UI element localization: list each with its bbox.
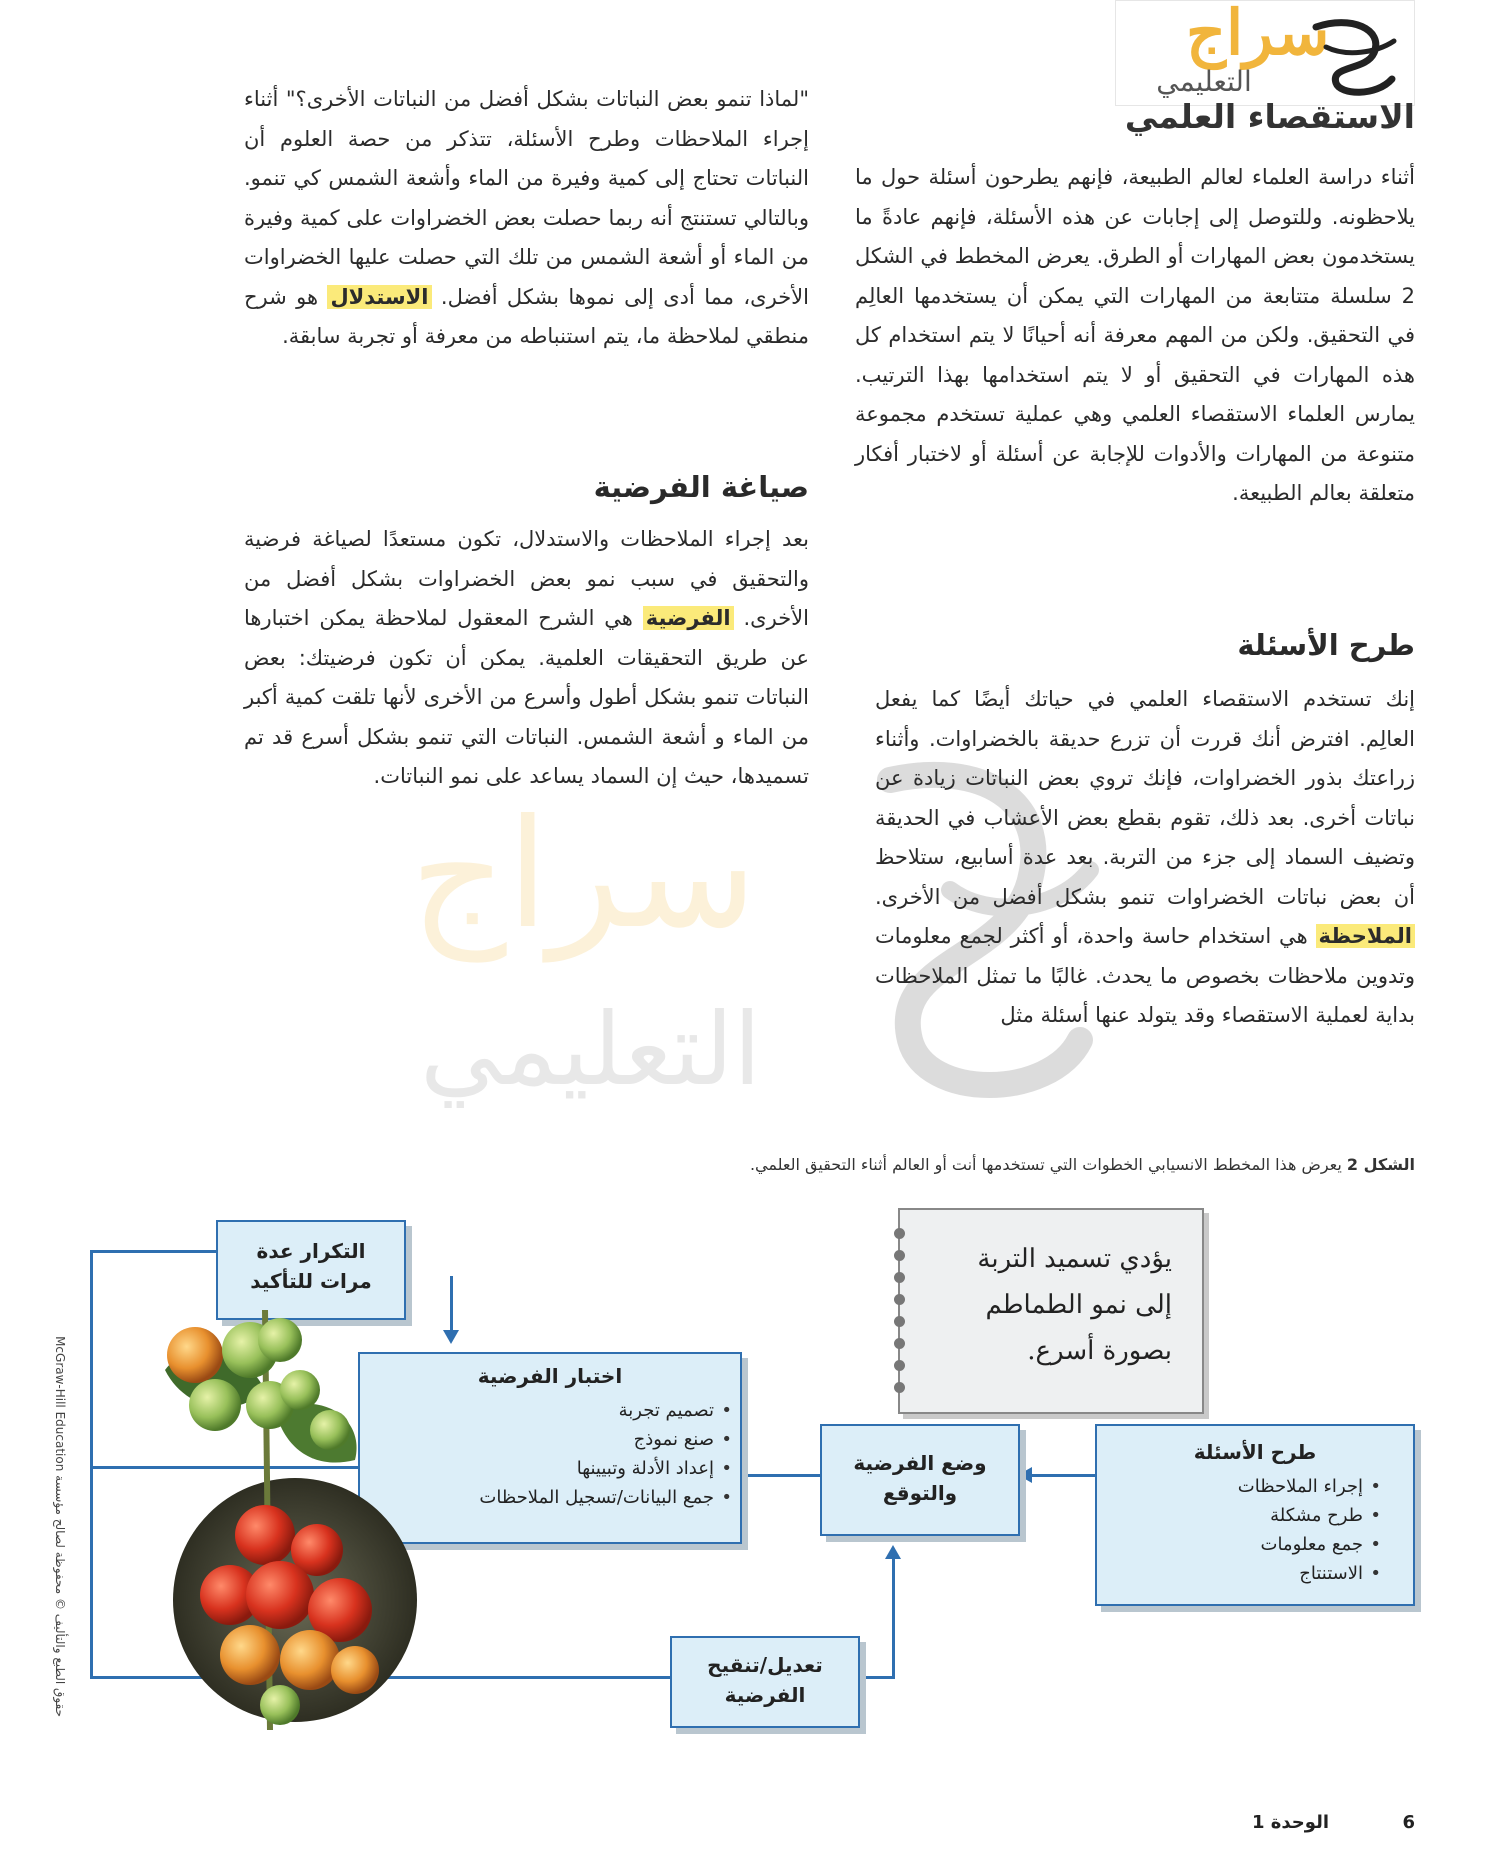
section-heading-hypothesis: صياغة الفرضية: [593, 470, 809, 504]
observation-text-after: هي استخدام حاسة واحدة، أو أكثر لجمع معلومات وتدوين ملاحظات بخصوص ما يحدث. غالبًا ما تمثل الملاحظات بداية لعملية الاستقصاء وقد يتولد عنها أسئلة مثل: [875, 924, 1415, 1027]
tomato-plant-image: [155, 1310, 420, 1740]
box-test-item-2: • صنع نموذج: [360, 1425, 714, 1454]
box-form-hypothesis: [820, 1424, 1020, 1536]
notebook-ring-icon: [894, 1316, 905, 1327]
notebook-ring-icon: [894, 1360, 905, 1371]
arrow-into-hypothesis: [1018, 1467, 1032, 1483]
notebook-ring-icon: [894, 1272, 905, 1283]
left-column-paragraph-1: [244, 80, 809, 357]
connector-revise-right: [858, 1676, 894, 1679]
box-ask-questions: [1095, 1424, 1415, 1606]
box-questions-title: طرح الأسئلة: [1193, 1440, 1317, 1464]
connector-revise-up: [892, 1556, 895, 1679]
box-questions-item-4: • الاستنتاج: [1097, 1559, 1363, 1588]
section-heading-asking-questions: طرح الأسئلة: [1237, 628, 1415, 662]
hypothesis-text-after: هي الشرح المعقول لملاحظة يمكن اختبارها عن طريق التحقيقات العلمية. يمكن أن تكون فرضيتك: بعض النباتات تنمو بشكل أطول وأسرع من الأخرى لأنها تلقت كمية أكبر من الماء و أشعة الشمس. النباتات التي تنمو بشكل أسرع قد تم تسميدها، حيث إن السماد يساعد على نمو النباتات.: [244, 606, 809, 788]
notebook-ring-icon: [894, 1294, 905, 1305]
notebook-ring-icon: [894, 1338, 905, 1349]
notebook-ring-icon: [894, 1228, 905, 1239]
notebook-ring-icon: [894, 1382, 905, 1393]
box-repeat: [216, 1220, 406, 1320]
copyright-credit: حقوق الطبع والتأليف © محفوظة لصالح مؤسسة McGraw-Hill Education: [53, 1336, 67, 1717]
box-hypothesis-title: وضع الفرضية والتوقع: [853, 1451, 987, 1505]
watermark-logo-text: سراج: [410, 788, 757, 962]
box-test-item-3: • إعداد الأدلة وتبيينها: [360, 1454, 714, 1483]
intro-paragraph: أثناء دراسة العلماء لعالم الطبيعة، فإنهم يطرحون أسئلة حول ما يلاحظونه. وللتوصل إلى إجابات عن هذه الأسئلة، فإنهم عادةً ما يستخدمون بعض المهارات أو الطرق. يعرض المخطط في الشكل 2 سلسلة متتابعة من المهارات التي يمكن أن يستخدمها العالِم في التحقيق. ولكن من المهم معرفة أنه أحيانًا لا يتم استخدام كل هذه المهارات في التحقيق أو لا يتم استخدامها بهذا الترتيب. يمارس العلماء الاستقصاء العلمي وهي عملية تستخدم مجموعة متنوعة من المهارات والأدوات للإجابة عن أسئلة أو لاختبار أفكار متعلقة بعالم الطبيعة.: [855, 165, 1415, 505]
logo-name: سراج: [1186, 0, 1330, 69]
box-test-title: اختبار الفرضية: [477, 1364, 623, 1388]
box-questions-item-1: • إجراء الملاحظات: [1097, 1472, 1363, 1501]
term-observation: الملاحظة: [1316, 924, 1415, 948]
figure-caption: [415, 1155, 1415, 1174]
arrow-into-test-box: [443, 1330, 459, 1344]
right-column-paragraph-1: [855, 158, 1415, 514]
figure-caption-text: يعرض هذا المخطط الانسيابي الخطوات التي تستخدمها أنت أو العالم أثناء التحقيق العلمي.: [749, 1155, 1342, 1174]
notebook-ring-icon: [894, 1250, 905, 1261]
logo-calligraphy-icon: [1296, 7, 1406, 101]
arrow-into-hypothesis-from-revise: [885, 1545, 901, 1559]
box-test-item-4: • جمع البيانات/تسجيل الملاحظات: [360, 1483, 714, 1512]
connector-questions-to-hypothesis: [1030, 1474, 1095, 1477]
left-column-paragraph-2: [244, 520, 809, 797]
logo-subtitle: التعليمي: [1156, 65, 1252, 98]
box-revise-title: تعديل/تنقيح الفرضية: [707, 1653, 823, 1707]
section-heading-scientific-inquiry: الاستقصاء العلمي: [1124, 97, 1415, 136]
hypothesis-text-before: بعد إجراء الملاحظات والاستدلال، تكون مستعدًا لصياغة فرضية والتحقيق في سبب نمو بعض الخضراوات بشكل أفضل من الأخرى.: [244, 527, 809, 630]
connector-repeat-left: [90, 1250, 216, 1253]
page-number: 6: [1402, 1812, 1415, 1833]
box-repeat-title: التكرار عدة مرات للتأكيد: [250, 1239, 372, 1293]
publisher-logo: [1115, 0, 1415, 106]
box-questions-list: [1097, 1472, 1413, 1588]
observation-text-before: إنك تستخدم الاستقصاء العلمي في حياتك أيضًا كما يفعل العالِم. افترض أنك قررت أن تزرع حديقة بالخضراوات. وأثناء زراعتك بذور الخضراوات، فإنك تروي بعض النباتات زيادة عن نباتات أخرى. بعد ذلك، تقوم بقطع بعض الأعشاب في الحديقة وتضيف السماد إلى جزء من التربة. بعد عدة أسابيع، ستلاحظ أن بعض نباتات الخضراوات تنمو بشكل أفضل من الأخرى.: [875, 687, 1415, 909]
connector-repeat-down: [450, 1276, 453, 1332]
box-questions-item-2: • طرح مشكلة: [1097, 1501, 1363, 1530]
box-revise-hypothesis: [670, 1636, 860, 1728]
right-column-paragraph-2: [875, 680, 1415, 1036]
notebook-note: [898, 1208, 1204, 1414]
watermark-logo-subtext: التعليمي: [420, 991, 762, 1108]
term-inference: الاستدلال: [327, 285, 431, 309]
figure-caption-label: الشكل 2: [1346, 1155, 1415, 1174]
connector-left-vertical: [90, 1250, 93, 1678]
box-questions-item-3: • جمع معلومات: [1097, 1530, 1363, 1559]
inference-text-before: "لماذا تنمو بعض النباتات بشكل أفضل من النباتات الأخرى؟" أثناء إجراء الملاحظات وطرح الأسئلة، تتذكر من حصة العلوم أن النباتات تحتاج إلى كمية وفيرة من الماء وأشعة الشمس كي تنمو. وبالتالي تستنتج أنه ربما حصلت بعض الخضراوات على كمية وفيرة من الماء أو أشعة الشمس من تلك التي حصلت عليها الخضراوات الأخرى، مما أدى إلى نموها بشكل أفضل.: [244, 87, 809, 309]
unit-label: الوحدة 1: [1251, 1812, 1329, 1833]
term-hypothesis: الفرضية: [643, 606, 734, 630]
inference-text-after: هو شرح منطقي لملاحظة ما، يتم استنباطه من معرفة أو تجربة سابقة.: [244, 284, 809, 348]
connector-hypothesis-to-test: [745, 1474, 820, 1477]
notebook-note-text: يؤدي تسميد التربة إلى نمو الطماطم بصورة أسرع.: [977, 1244, 1172, 1366]
box-test-item-1: • تصميم تجربة: [360, 1396, 714, 1425]
